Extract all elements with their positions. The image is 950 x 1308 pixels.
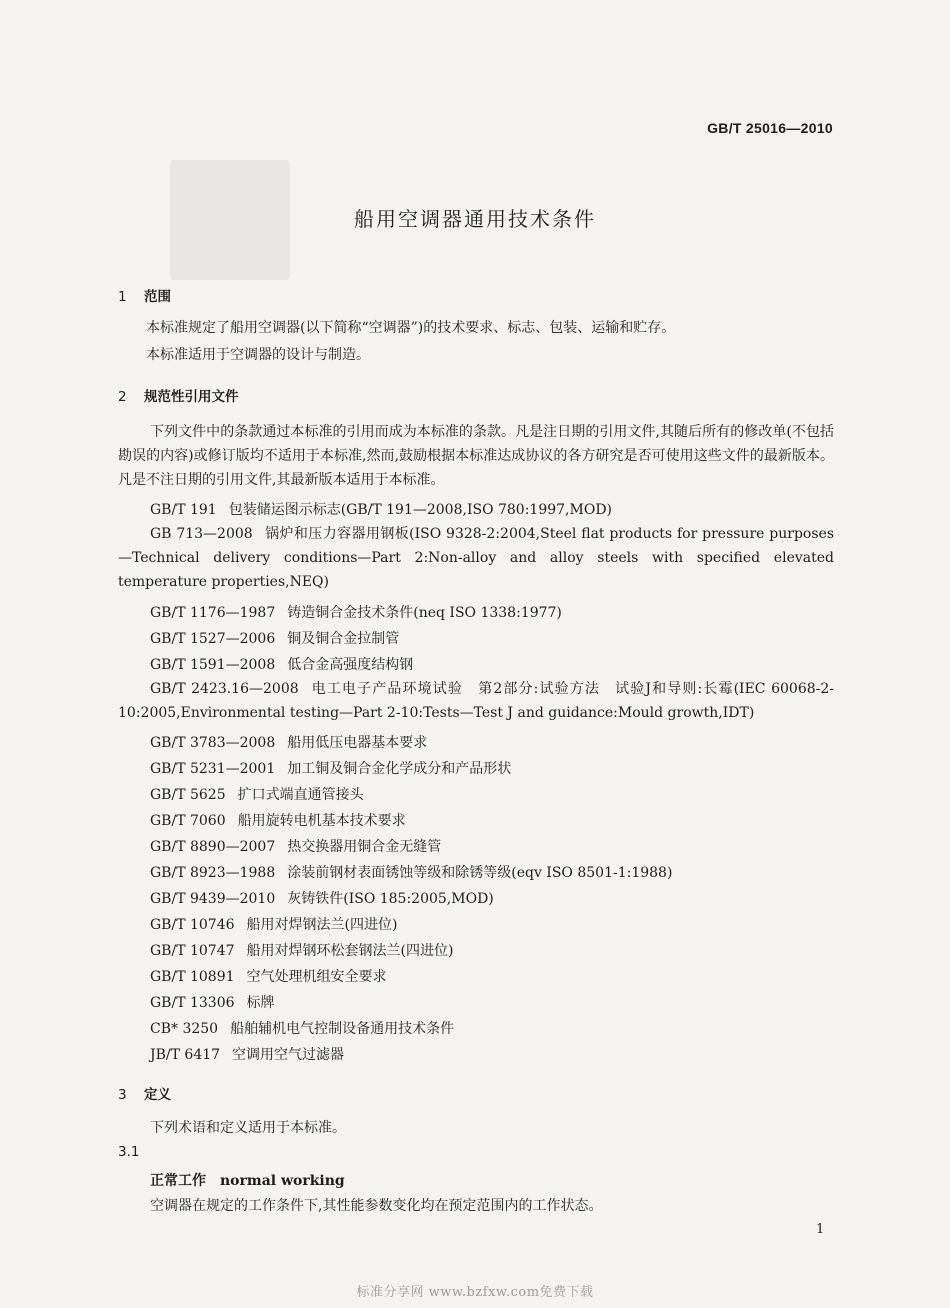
document-title: 船用空调器通用技术条件 <box>354 207 596 231</box>
reference-code: GB/T 10891 <box>150 969 235 985</box>
reference-item <box>118 677 834 725</box>
reference-item <box>150 628 399 648</box>
reference-code: CB* 3250 <box>150 1021 219 1037</box>
reference-text: 船用对焊钢环松套钢法兰(四进位) <box>246 943 454 959</box>
page-number: 1 <box>816 1222 825 1237</box>
reference-code: GB/T 10747 <box>150 943 235 959</box>
term-definition: 空调器在规定的工作条件下,其性能参数变化均在预定范围内的工作状态。 <box>150 1198 603 1214</box>
reference-item <box>150 862 672 882</box>
section-1-para-1: 本标准规定了船用空调器(以下简称“空调器”)的技术要求、标志、包装、运输和贮存。 <box>146 320 676 336</box>
reference-item <box>150 654 413 674</box>
reference-code: GB/T 3783—2008 <box>150 735 276 751</box>
section-3-heading <box>118 1083 171 1103</box>
reference-text: 空气处理机组安全要求 <box>246 969 387 985</box>
reference-code: GB 713—2008 <box>150 526 253 542</box>
reference-text: 标牌 <box>246 995 275 1011</box>
reference-item <box>150 1018 454 1038</box>
term-chinese: 正常工作 <box>150 1173 206 1189</box>
subsection-number: 3.1 <box>118 1144 140 1160</box>
reference-code: GB/T 5231—2001 <box>150 761 276 777</box>
standard-code: GB/T 25016—2010 <box>707 120 833 136</box>
reference-item <box>150 888 494 908</box>
reference-code: GB/T 2423.16—2008 <box>150 681 299 697</box>
reference-item <box>150 499 612 519</box>
reference-text: 船用低压电器基本要求 <box>287 735 428 751</box>
section-1-para-2: 本标准适用于空调器的设计与制造。 <box>146 347 370 363</box>
section-3-intro: 下列术语和定义适用于本标准。 <box>150 1120 346 1136</box>
section-number: 1 <box>118 289 127 305</box>
reference-item <box>150 914 397 934</box>
section-number: 3 <box>118 1087 127 1103</box>
reference-item <box>150 940 453 960</box>
reference-text: 铸造铜合金技术条件(neq ISO 1338:1977) <box>287 605 562 621</box>
reference-item <box>118 522 834 594</box>
reference-text: 灰铸铁件(ISO 185:2005,MOD) <box>287 891 494 907</box>
reference-text: 船用旋转电机基本技术要求 <box>237 813 406 829</box>
reference-text: 空调用空气过滤器 <box>232 1047 345 1063</box>
reference-item <box>150 966 387 986</box>
reference-item <box>150 810 406 830</box>
reference-item <box>150 732 427 752</box>
reference-code: GB/T 1527—2006 <box>150 631 276 647</box>
reference-code: GB/T 8890—2007 <box>150 839 276 855</box>
reference-item <box>150 1044 344 1064</box>
reference-code: GB/T 7060 <box>150 813 226 829</box>
reference-text: 船舶辅机电气控制设备通用技术条件 <box>230 1021 455 1037</box>
reference-text: 加工铜及铜合金化学成分和产品形状 <box>287 761 512 777</box>
reference-text: 包装储运图示标志(GB/T 191—2008,ISO 780:1997,MOD) <box>228 502 613 518</box>
reference-code: GB/T 8923—1988 <box>150 865 276 881</box>
reference-text: 船用对焊钢法兰(四进位) <box>246 917 398 933</box>
reference-text: 锅炉和压力容器用钢板(ISO 9328-2:2004,Steel flat products for pressure purposes—Technical delivery conditions—Part 2:Non-alloy and alloy steels with specified elevated temperature properties,NEQ) <box>118 526 834 590</box>
section-title: 定义 <box>144 1087 171 1103</box>
reference-item <box>150 602 562 622</box>
reference-item <box>150 784 364 804</box>
reference-text: 铜及铜合金拉制管 <box>287 631 400 647</box>
section-2-heading <box>118 385 239 405</box>
section-number: 2 <box>118 389 127 405</box>
reference-code: JB/T 6417 <box>150 1047 221 1063</box>
watermark-text: 标准分享网 www.bzfxw.com免费下载 <box>356 1285 594 1300</box>
reference-code: GB/T 10746 <box>150 917 235 933</box>
reference-code: GB/T 5625 <box>150 787 226 803</box>
reference-text: 电工电子产品环境试验 第2部分:试验方法 试验J和导则:长霉(IEC 60068-2-10:2005,Environmental testing—Part 2-10:Tests—Test J and guidance:Mould growth,IDT) <box>118 681 835 721</box>
reference-code: GB/T 191 <box>150 502 217 518</box>
reference-code: GB/T 1591—2008 <box>150 657 276 673</box>
reference-text: 扩口式端直通管接头 <box>237 787 364 803</box>
reference-text: 低合金高强度结构钢 <box>287 657 414 673</box>
section-title: 范围 <box>144 289 171 305</box>
reference-item <box>150 992 275 1012</box>
reference-item <box>150 836 441 856</box>
section-2-intro: 下列文件中的条款通过本标准的引用而成为本标准的条款。凡是注日期的引用文件,其随后所有的修改单(不包括勘误的内容)或修订版均不适用于本标准,然而,鼓励根据本标准达成协议的各方研究是否可使用这些文件的最新版本。凡是不注日期的引用文件,其最新版本适用于本标准。 <box>118 424 834 488</box>
reference-item <box>150 758 511 778</box>
reference-code: GB/T 1176—1987 <box>150 605 276 621</box>
section-1-heading <box>118 285 171 305</box>
reference-code: GB/T 9439—2010 <box>150 891 276 907</box>
reference-code: GB/T 13306 <box>150 995 235 1011</box>
term-entry <box>150 1170 345 1190</box>
reference-text: 涂装前钢材表面锈蚀等级和除锈等级(eqv ISO 8501-1:1988) <box>287 865 673 881</box>
term-english: normal working <box>220 1173 345 1189</box>
section-title: 规范性引用文件 <box>144 389 239 405</box>
reference-text: 热交换器用铜合金无缝管 <box>287 839 442 855</box>
